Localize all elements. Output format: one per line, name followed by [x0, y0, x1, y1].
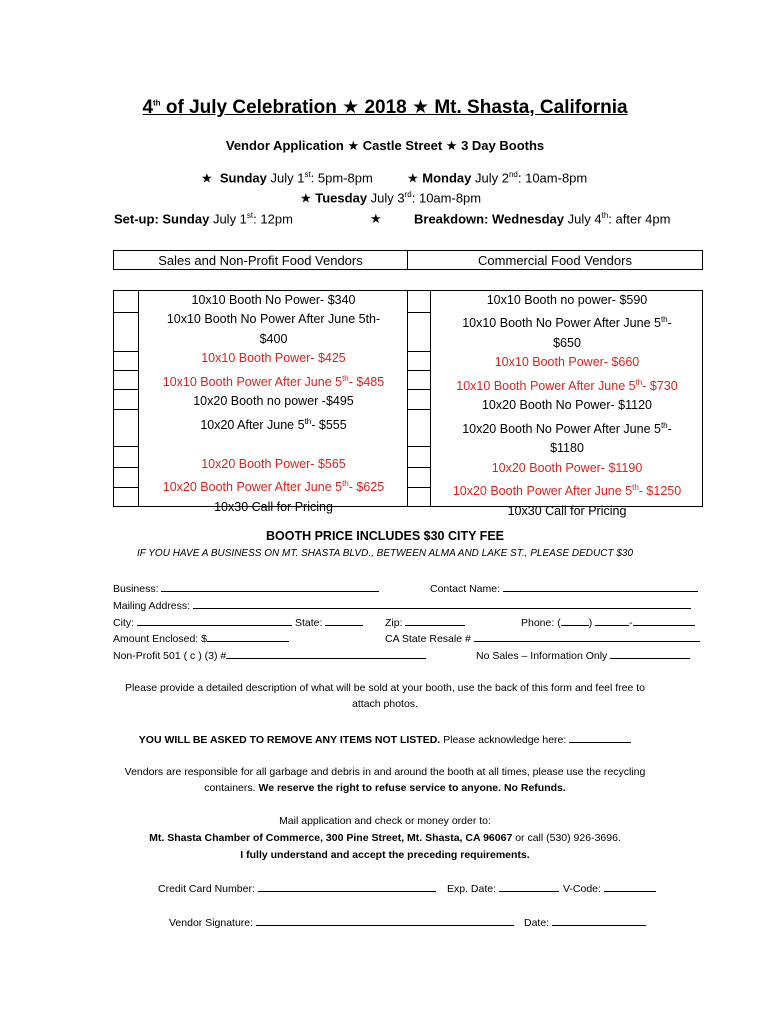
right-table-side-column [408, 291, 431, 506]
chamber-address: Mt. Shasta Chamber of Commerce, 300 Pine Street, Mt. Shasta, CA 96067 or call (530) 926-3696. [149, 832, 621, 844]
city-line[interactable] [137, 615, 292, 626]
left-row-9: 10x20 Booth Power After June 5th- $625 [162, 478, 385, 495]
right-row-3: $650 [553, 335, 581, 350]
nonprofit-field[interactable]: Non-Profit 501 ( c ) (3) # [113, 648, 426, 662]
phone-field[interactable]: Phone: ( ) - [521, 615, 695, 629]
understand-statement: I fully understand and accept the preceding requirements. [240, 849, 530, 861]
right-row-11: 10x30 Call for Pricing [507, 503, 627, 518]
remove-items-note[interactable]: YOU WILL BE ASKED TO REMOVE ANY ITEMS NOT LISTED. Please acknowledge here: [0, 732, 770, 746]
deduct-note: IF YOU HAVE A BUSINESS ON MT. SHASTA BLVD., BETWEEN ALMA AND LAKE ST., PLEASE DEDUCT $30 [136, 548, 634, 559]
state-line[interactable] [325, 615, 363, 626]
contact-line[interactable] [503, 581, 698, 592]
city-field[interactable]: City: [113, 615, 292, 629]
nosales-line[interactable] [610, 648, 690, 659]
schedule-breakdown: Breakdown: Wednesday July 4th: after 4pm [414, 211, 671, 227]
exp-date-line[interactable] [499, 881, 559, 892]
mail-instruction: Mail application and check or money order to: [279, 815, 491, 827]
left-row-8: 10x20 Booth Power- $565 [201, 456, 346, 471]
left-row-blank [138, 435, 409, 454]
left-row-1: 10x10 Booth No Power- $340 [191, 293, 356, 307]
signature-line[interactable] [256, 915, 514, 926]
left-table-header: Sales and Non-Profit Food Vendors [113, 250, 408, 270]
left-price-list [138, 291, 409, 517]
right-row-5: 10x10 Booth Power After June 5th- $730 [456, 377, 678, 393]
business-field[interactable]: Business: [113, 581, 379, 595]
contact-field[interactable]: Contact Name: [430, 581, 698, 595]
garbage-line-2: containers. We reserve the right to refuse service to anyone. No Refunds. [204, 782, 566, 794]
mailing-field[interactable]: Mailing Address: [113, 598, 691, 612]
vcode-line[interactable] [604, 881, 656, 892]
page-subtitle: Vendor Application ★ Castle Street ★ 3 Day Booths [225, 138, 545, 153]
amount-field[interactable]: Amount Enclosed: $ [113, 631, 289, 645]
card-number-line[interactable] [258, 881, 436, 892]
signature-date-field[interactable]: Date: [524, 915, 646, 929]
right-price-table [407, 290, 703, 518]
right-row-6: 10x20 Booth No Power- $1120 [481, 398, 653, 413]
signature-date-line[interactable] [552, 915, 646, 926]
schedule-star: ★ [370, 211, 382, 226]
right-price-list [430, 291, 704, 521]
schedule-monday: ★ Monday July 2nd: 10am-8pm [407, 170, 588, 186]
acknowledge-line[interactable] [569, 732, 631, 743]
left-row-3: $400 [259, 331, 288, 346]
left-table-side-column [114, 291, 139, 506]
describe-line-2: attach photos. [352, 698, 418, 710]
right-row-4: 10x10 Booth Power- $660 [494, 355, 640, 370]
left-row-10: 10x30 Call for Pricing [214, 499, 333, 514]
business-line[interactable] [161, 581, 379, 592]
card-number-field[interactable]: Credit Card Number: [158, 881, 436, 895]
left-row-2: 10x10 Booth No Power After June 5th- [166, 312, 381, 327]
left-row-4: 10x10 Booth Power- $425 [201, 351, 346, 366]
mailing-line[interactable] [193, 598, 691, 609]
right-row-1: 10x10 Booth no power- $590 [486, 293, 648, 307]
right-row-9: 10x20 Booth Power- $1190 [491, 460, 643, 475]
page-title: 4th of July Celebration ★ 2018 ★ Mt. Shasta, California [142, 97, 628, 118]
schedule-setup: Set-up: Sunday July 1st: 12pm [114, 211, 293, 227]
left-row-7: 10x20 After June 5th- $555 [200, 416, 347, 432]
resale-line[interactable] [474, 631, 700, 642]
right-row-8: $1180 [550, 441, 584, 456]
resale-field[interactable]: CA State Resale # [385, 631, 700, 645]
nosales-field[interactable]: No Sales – Information Only [476, 648, 690, 662]
left-row-6: 10x20 Booth no power -$495 [193, 394, 354, 409]
exp-date-field[interactable]: Exp. Date: [447, 881, 559, 895]
nonprofit-line[interactable] [226, 648, 426, 659]
vcode-field[interactable]: V-Code: [563, 881, 656, 895]
right-row-10: 10x20 Booth Power After June 5th- $1250 [452, 483, 682, 499]
state-field[interactable]: State: [295, 615, 363, 629]
schedule-sunday: ★ Sunday July 1st: 5pm-8pm [201, 170, 373, 186]
left-row-5: 10x10 Booth Power After June 5th- $485 [162, 373, 385, 389]
right-row-7: 10x20 Booth No Power After June 5th- [462, 420, 672, 436]
right-row-2: 10x10 Booth No Power After June 5th- [462, 315, 672, 331]
schedule-tuesday: ★ Tuesday July 3rd: 10am-8pm [300, 190, 482, 206]
zip-line[interactable] [405, 615, 465, 626]
describe-line-1: Please provide a detailed description of what will be sold at your booth, use the back of this form and feel free to [124, 682, 646, 694]
signature-field[interactable]: Vendor Signature: [169, 915, 514, 929]
garbage-line-1: Vendors are responsible for all garbage and debris in and around the booth at all times, please use the recycling [124, 766, 646, 778]
amount-line[interactable] [207, 631, 289, 642]
left-price-table [113, 290, 408, 514]
zip-field[interactable]: Zip: [385, 615, 465, 629]
right-table-header: Commercial Food Vendors [407, 250, 703, 270]
city-fee-note: BOOTH PRICE INCLUDES $30 CITY FEE [265, 529, 504, 543]
